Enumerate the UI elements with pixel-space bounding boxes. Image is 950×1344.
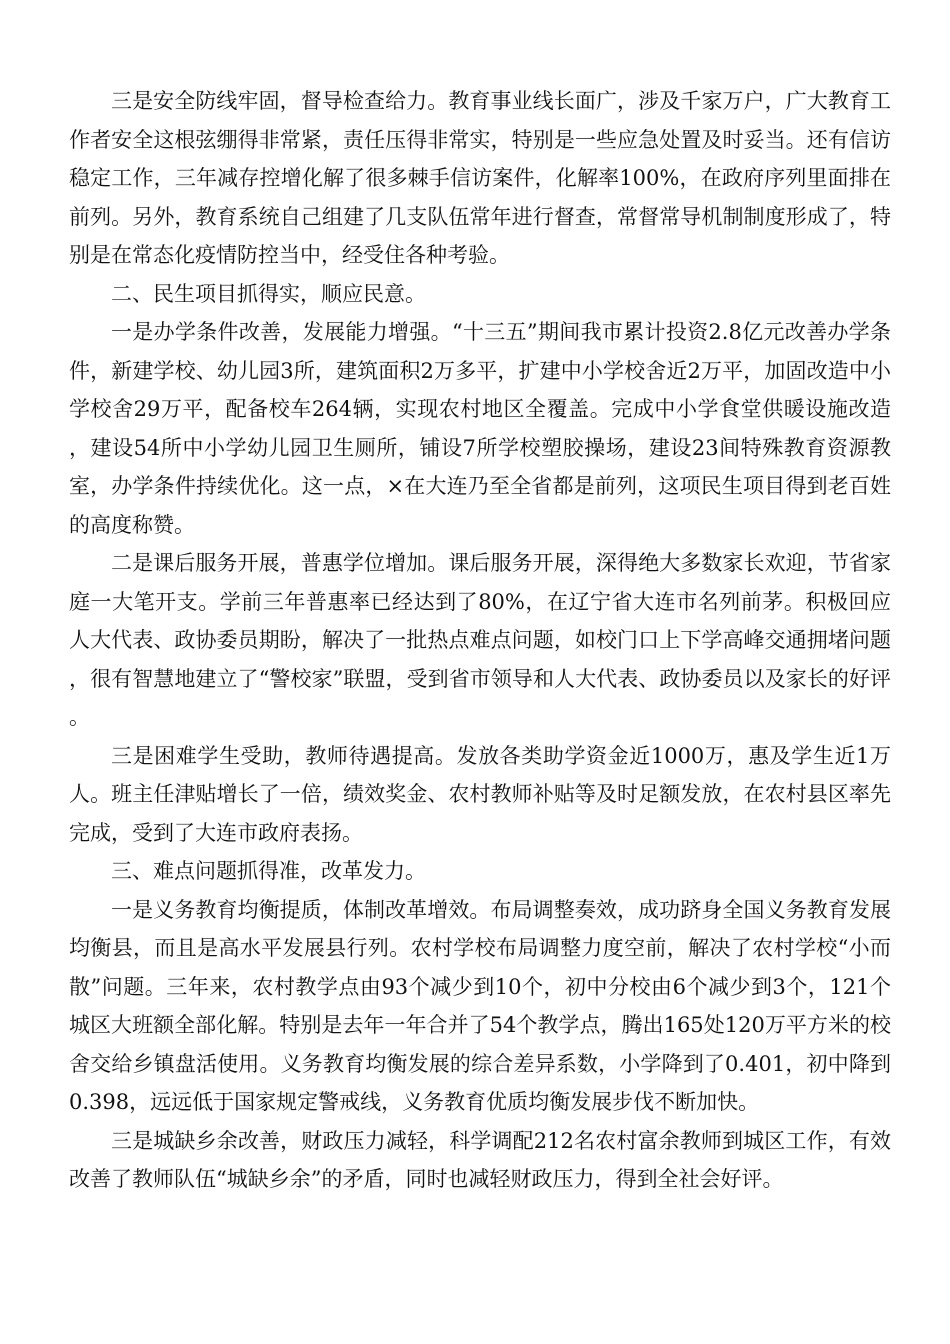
paragraph-after-school-service: 二是课后服务开展，普惠学位增加。课后服务开展，深得绝大多数家长欢迎，节省家庭一大笔开支。学前三年普惠率已经达到了80%，在辽宁省大连市名列前茅。积极回应人大代表、政协委员期盼，解决了一批热点难点问题，如校门口上下学高峰交通拥堵问题，很有智慧地建立了“警校家”联盟，受到省市领导和人大代表、政协委员以及家长的好评。 [69,551,891,729]
paragraph-school-conditions: 一是办学条件改善，发展能力增强。“十三五”期间我市累计投资2.8亿元改善办学条件，新建学校、幼儿园3所，建筑面积2万多平，扩建中小学校舍近2万平，加固改造中小学校舍29万平，配备校车264辆，实现农村地区全覆盖。完成中小学食堂供暖设施改造，建设54所中小学幼儿园卫生厕所，铺设7所学校塑胶操场，建设23间特殊教育资源教室，办学条件持续优化。这一点，×在大连乃至全省都是前列，这项民生项目得到老百姓的高度称赞。 [69,320,891,537]
paragraph-student-aid: 三是困难学生受助，教师待遇提高。发放各类助学资金近1000万，惠及学生近1万人。班主任津贴增长了一倍，绩效奖金、农村教师补贴等及时足额发放，在农村县区率先完成，受到了大连市政府表扬。 [69,743,891,845]
document-body [69,82,891,1199]
paragraph-safety-supervision: 三是安全防线牢固，督导检查给力。教育事业线长面广，涉及千家万户，广大教育工作者安全这根弦绷得非常紧，责任压得非常实，特别是一些应急处置及时妥当。还有信访稳定工作，三年减存控增化解了很多棘手信访案件，化解率100%，在政府序列里面排在前列。另外，教育系统自己组建了几支队伍常年进行督查，常督常导机制制度形成了，特别是在常态化疫情防控当中，经受住各种考验。 [69,89,891,267]
section-heading-reform: 三、难点问题抓得准，改革发力。 [111,859,426,883]
paragraph-teacher-allocation: 三是城缺乡余改善，财政压力减轻，科学调配212名农村富余教师到城区工作，有效改善了教师队伍“城缺乡余”的矛盾，同时也减轻财政压力，得到全社会好评。 [69,1128,891,1191]
paragraph-compulsory-education: 一是义务教育均衡提质，体制改革增效。布局调整奏效，成功跻身全国义务教育发展均衡县，而且是高水平发展县行列。农村学校布局调整力度空前，解决了农村学校“小而散”问题。三年来，农村教学点由93个减少到10个，初中分校由6个减少到3个，121个城区大班额全部化解。特别是去年一年合并了54个教学点，腾出165处120万平方米的校舍交给乡镇盘活使用。义务教育均衡发展的综合差异系数，小学降到了0.401，初中降到0.398，远远低于国家规定警戒线，义务教育优质均衡发展步伐不断加快。 [69,897,891,1114]
section-heading-livelihood: 二、民生项目抓得实，顺应民意。 [111,281,426,306]
